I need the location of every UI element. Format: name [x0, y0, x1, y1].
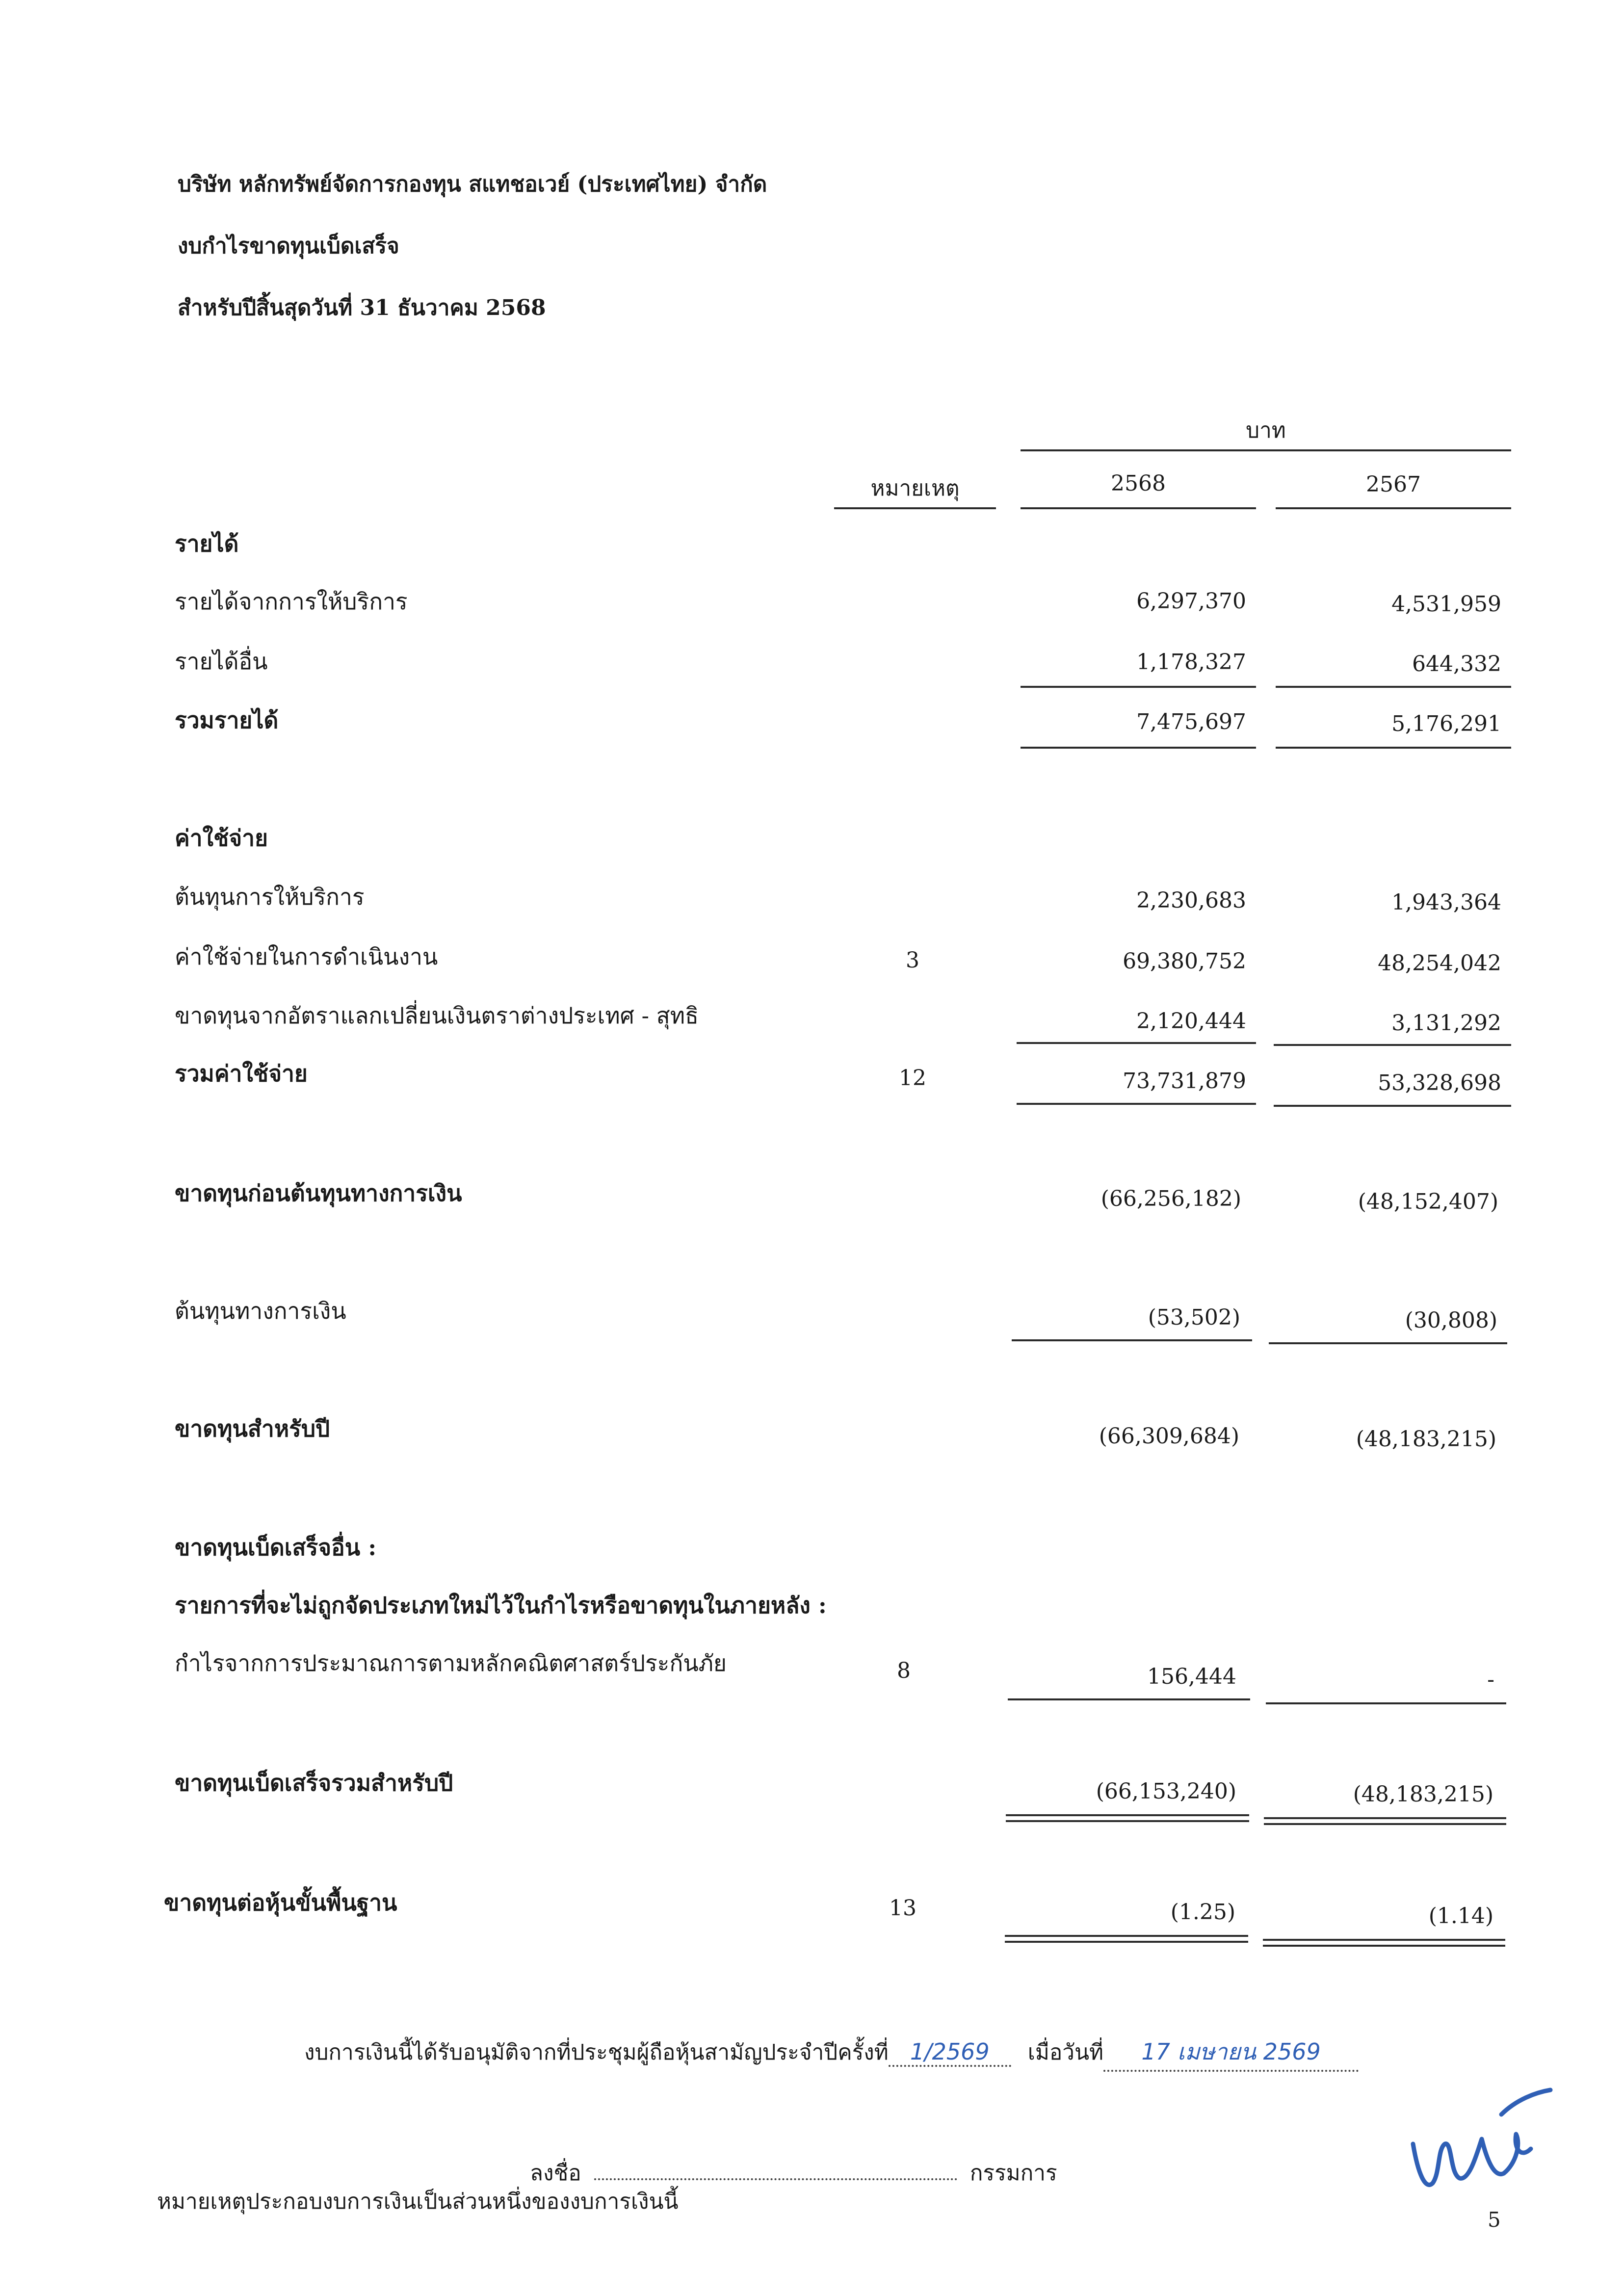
- statement-title: งบกำไรขาดทุนเบ็ดเสร็จ: [178, 234, 399, 259]
- revenue-heading: รายได้: [175, 530, 239, 557]
- revenue-subtotal-rule-2568: [1021, 686, 1256, 688]
- meeting-number-field: [889, 2038, 1011, 2067]
- eps-2567: (1.14): [1428, 1904, 1493, 1929]
- loss-before-finance-label: ขาดทุนก่อนต้นทุนทางการเงิน: [175, 1180, 462, 1206]
- total-expenses-2567: 53,328,698: [1378, 1070, 1501, 1096]
- fx-loss-label: ขาดทุนจากอัตราแลกเปลี่ยนเงินตราต่างประเทศ - สุทธิ: [175, 1002, 699, 1029]
- year-2567-header-rule: [1276, 507, 1511, 509]
- year-2567-header: 2567: [1366, 472, 1421, 497]
- operating-expenses-note: 3: [906, 948, 919, 973]
- total-revenue-2568: 7,475,697: [1136, 709, 1246, 734]
- other-income-2568: 1,178,327: [1136, 650, 1246, 675]
- total-comprehensive-loss-2568: (66,153,240): [1096, 1779, 1236, 1804]
- meeting-number: 1/2569: [910, 2038, 990, 2065]
- page-number: 5: [1488, 2208, 1501, 2232]
- total-expenses-2568: 73,731,879: [1123, 1069, 1246, 1094]
- expenses-total-rule-2567: [1274, 1105, 1511, 1107]
- revenue-total-rule-2568: [1021, 747, 1256, 749]
- eps-note: 13: [889, 1896, 917, 1921]
- note-header-rule: [834, 507, 996, 509]
- currency-header: บาท: [1246, 418, 1286, 443]
- loss-before-finance-2568: (66,256,182): [1100, 1186, 1241, 1211]
- total-revenue-label: รวมรายได้: [175, 707, 279, 733]
- eps-double-rule-2567: [1263, 1939, 1505, 1947]
- actuarial-gain-note: 8: [897, 1658, 911, 1683]
- service-revenue-label: รายได้จากการให้บริการ: [175, 588, 408, 615]
- statement-period: สำหรับปีสิ้นสุดวันที่ 31 ธันวาคม 2568: [178, 295, 546, 320]
- handwritten-initials: [1403, 2085, 1560, 2198]
- fx-loss-2567: 3,131,292: [1391, 1011, 1501, 1036]
- total-comprehensive-loss-label: ขาดทุนเบ็ดเสร็จรวมสำหรับปี: [175, 1770, 453, 1796]
- director-title: กรรมการ: [969, 2161, 1057, 2186]
- service-revenue-2567: 4,531,959: [1391, 592, 1501, 617]
- revenue-subtotal-rule-2567: [1276, 686, 1511, 688]
- approval-date: 17 เมษายน 2569: [1141, 2038, 1321, 2065]
- note-column-header: หมายเหตุ: [870, 476, 960, 501]
- oci-heading: ขาดทุนเบ็ดเสร็จอื่น :: [175, 1534, 377, 1561]
- other-income-label: รายได้อื่น: [175, 648, 268, 675]
- eps-double-rule-2568: [1005, 1935, 1248, 1943]
- footer-note: หมายเหตุประกอบงบการเงินเป็นส่วนหนึ่งของงบการเงินนี้: [157, 2189, 679, 2214]
- total-comprehensive-double-rule-2567: [1264, 1817, 1506, 1825]
- actuarial-rule-2567: [1266, 1702, 1506, 1704]
- loss-for-year-label: ขาดทุนสำหรับปี: [175, 1415, 330, 1442]
- other-income-2567: 644,332: [1412, 652, 1501, 677]
- approval-date-field: [1103, 2034, 1359, 2072]
- finance-cost-rule-2567: [1269, 1342, 1507, 1344]
- company-name: บริษัท หลักทรัพย์จัดการกองทุน สแทชอเวย์ (ประเทศไทย) จำกัด: [178, 172, 767, 197]
- actuarial-gain-2568: 156,444: [1147, 1664, 1236, 1689]
- expenses-subtotal-rule-2568: [1017, 1042, 1256, 1044]
- total-comprehensive-loss-2567: (48,183,215): [1353, 1782, 1493, 1807]
- year-2568-header-rule: [1021, 507, 1256, 509]
- date-label: เมื่อวันที่: [1027, 2040, 1104, 2065]
- service-revenue-2568: 6,297,370: [1136, 589, 1246, 614]
- actuarial-gain-2567: -: [1487, 1667, 1494, 1692]
- finance-cost-2568: (53,502): [1148, 1305, 1240, 1330]
- total-comprehensive-double-rule-2568: [1006, 1814, 1249, 1822]
- oci-subheading: รายการที่จะไม่ถูกจัดประเภทใหม่ไว้ในกำไรหรือขาดทุนในภายหลัง :: [175, 1592, 827, 1618]
- loss-for-year-2568: (66,309,684): [1099, 1424, 1239, 1449]
- currency-rule: [1021, 449, 1511, 451]
- cost-of-service-2567: 1,943,364: [1391, 890, 1501, 915]
- expenses-subtotal-rule-2567: [1274, 1044, 1511, 1046]
- sign-label: ลงชื่อ: [530, 2161, 581, 2186]
- finance-cost-label: ต้นทุนทางการเงิน: [175, 1298, 346, 1324]
- total-revenue-2567: 5,176,291: [1391, 711, 1501, 736]
- cost-of-service-label: ต้นทุนการให้บริการ: [175, 884, 365, 910]
- eps-label: ขาดทุนต่อหุ้นขั้นพื้นฐาน: [164, 1889, 397, 1916]
- eps-2568: (1.25): [1170, 1900, 1235, 1925]
- total-expenses-note: 12: [899, 1066, 926, 1091]
- revenue-total-rule-2567: [1276, 747, 1511, 749]
- finance-cost-rule-2568: [1012, 1339, 1252, 1341]
- loss-for-year-2567: (48,183,215): [1356, 1427, 1496, 1452]
- fx-loss-2568: 2,120,444: [1136, 1009, 1246, 1034]
- cost-of-service-2568: 2,230,683: [1136, 888, 1246, 913]
- loss-before-finance-2567: (48,152,407): [1358, 1189, 1498, 1214]
- year-2568-header: 2568: [1111, 471, 1166, 496]
- finance-cost-2567: (30,808): [1405, 1308, 1497, 1333]
- operating-expenses-2567: 48,254,042: [1378, 951, 1501, 976]
- actuarial-gain-label: กำไรจากการประมาณการตามหลักคณิตศาสตร์ประกันภัย: [175, 1650, 727, 1676]
- signature-dots: [594, 2178, 957, 2180]
- expenses-total-rule-2568: [1017, 1103, 1256, 1105]
- operating-expenses-2568: 69,380,752: [1123, 949, 1246, 974]
- actuarial-rule-2568: [1008, 1698, 1250, 1700]
- approval-text: งบการเงินนี้ได้รับอนุมัติจากที่ประชุมผู้ถือหุ้นสามัญประจำปีครั้งที่: [304, 2040, 889, 2065]
- total-expenses-label: รวมค่าใช้จ่าย: [175, 1060, 308, 1087]
- approval-statement: [304, 2034, 1359, 2072]
- operating-expenses-label: ค่าใช้จ่ายในการดำเนินงาน: [175, 943, 438, 970]
- expenses-heading: ค่าใช้จ่าย: [175, 825, 268, 851]
